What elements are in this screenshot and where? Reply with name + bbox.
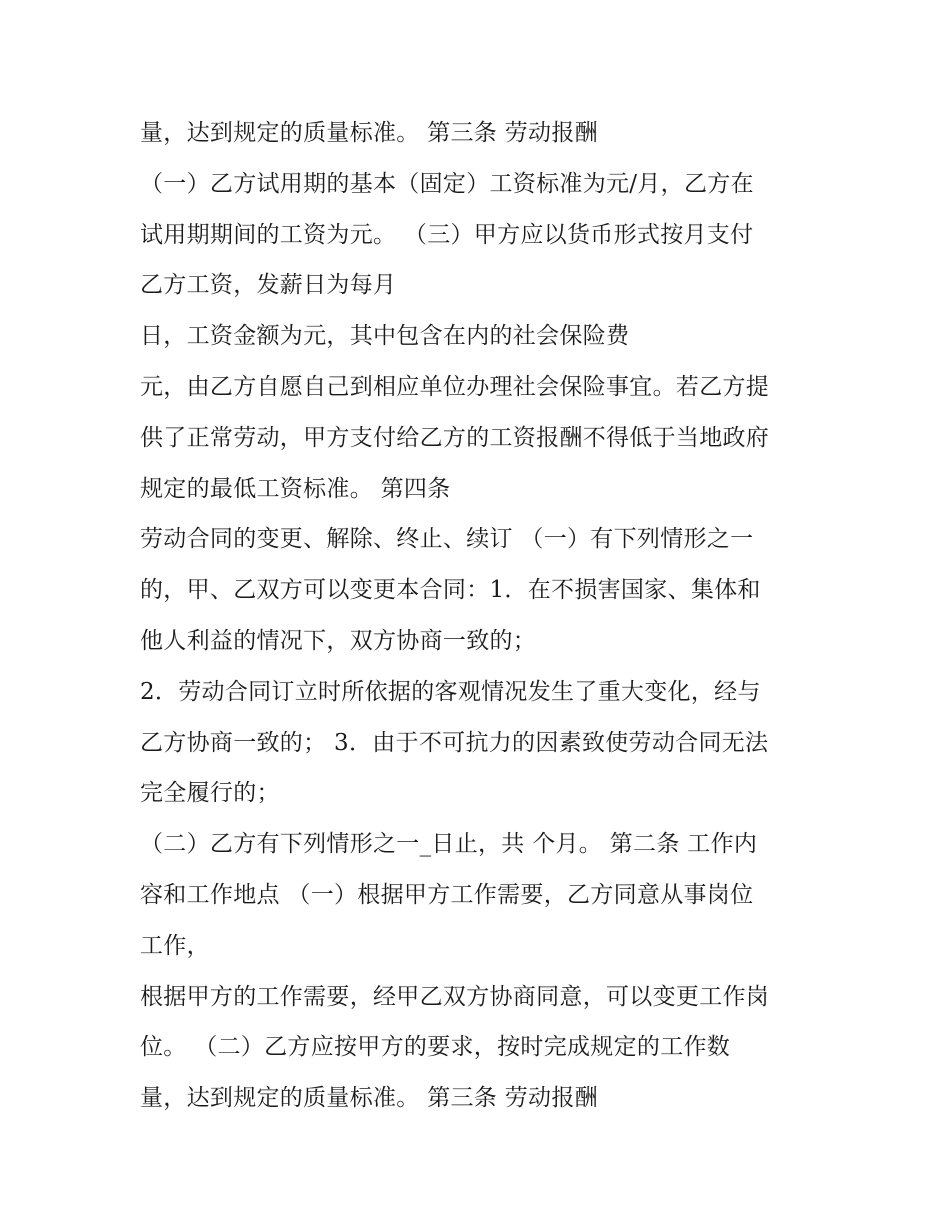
text-line: （二）乙方有下列情形之一_日止，共 个月。 第二条 工作内 bbox=[140, 831, 758, 858]
text-line: 乙方工资，发薪日为每月 bbox=[140, 272, 397, 299]
text-line: 规定的最低工资标准。 第四条 bbox=[140, 475, 451, 502]
text-line: 量，达到规定的质量标准。 第三条 劳动报酬 bbox=[140, 1085, 598, 1112]
text-line: 2．劳动合同订立时所依据的客观情况发生了重大变化，经与 bbox=[140, 678, 761, 705]
text-line: 试用期期间的工资为元。 （三）甲方应以货币形式按月支付 bbox=[140, 221, 754, 248]
text-line: （一）乙方试用期的基本（固定）工资标准为元/月，乙方在 bbox=[140, 170, 754, 197]
text-line: 的，甲、乙双方可以变更本合同：1．在不损害国家、集体和 bbox=[140, 577, 761, 604]
text-line: 位。 （二）乙方应按甲方的要求，按时完成规定的工作数 bbox=[140, 1034, 731, 1061]
text-line: 量，达到规定的质量标准。 第三条 劳动报酬 bbox=[140, 120, 598, 146]
text-line: 供了正常劳动，甲方支付给乙方的工资报酬不得低于当地政府 bbox=[140, 424, 770, 451]
text-line: 元，由乙方自愿自己到相应单位办理社会保险事宜。若乙方提 bbox=[140, 373, 770, 400]
text-line: 工作， bbox=[140, 932, 210, 959]
text-line: 日，工资金额为元，其中包含在内的社会保险费 bbox=[140, 323, 630, 350]
text-line: 完全履行的； bbox=[140, 780, 280, 807]
text-line: 容和工作地点 （一）根据甲方工作需要，乙方同意从事岗位 bbox=[140, 881, 754, 908]
text-line: 根据甲方的工作需要，经甲乙双方协商同意，可以变更工作岗 bbox=[140, 983, 770, 1010]
text-line: 他人利益的情况下，双方协商一致的； bbox=[140, 627, 537, 654]
document-body bbox=[140, 108, 820, 1124]
text-line: 劳动合同的变更、解除、终止、续订 （一）有下列情形之一 bbox=[140, 526, 754, 553]
text-line: 乙方协商一致的； 3．由于不可抗力的因素致使劳动合同无法 bbox=[140, 729, 769, 756]
